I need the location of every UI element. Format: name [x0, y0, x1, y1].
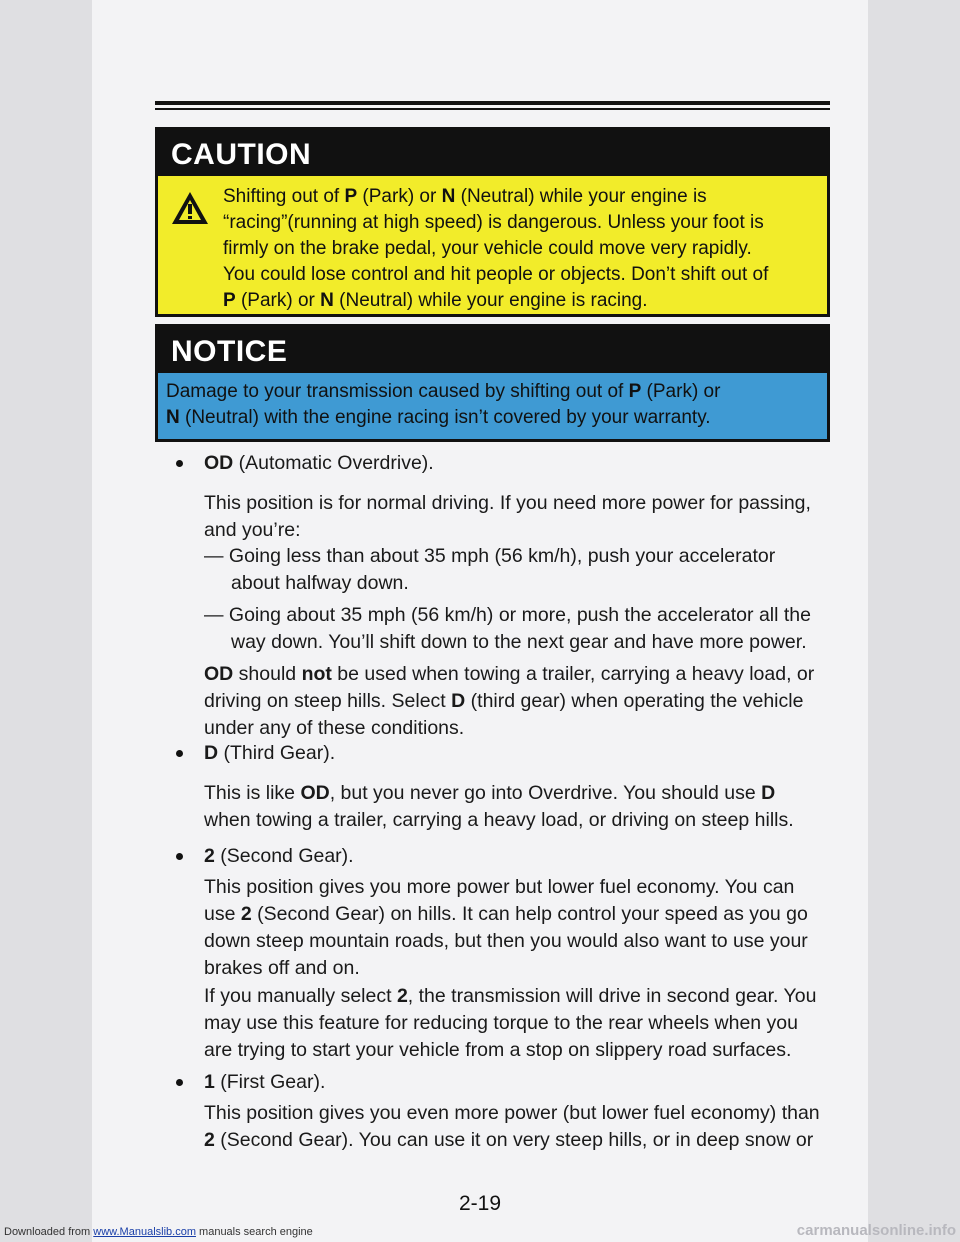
bullet-icon	[176, 460, 183, 467]
warning-triangle-icon	[170, 190, 210, 226]
second-gear-manual-paragraph: If you manually select 2, the transmission will drive in second gear. You may use this feature for reducing torque to the rear wheels when you are trying to start your vehicle from a stop on slippery road surfaces.	[204, 985, 817, 1061]
bullet-icon	[176, 750, 183, 757]
caution-text: Shifting out of P (Park) or N (Neutral) while your engine is “racing”(running at high speed) is dangerous. Unless your foot is firmly on the brake pedal, your vehicle could move very rapidly. You could lose control and hit people or objects. Don’t shift out of P (Park) or N (Neutral) while your engine is racing.	[223, 186, 769, 311]
od-dash-item-2: — Going about 35 mph (56 km/h) or more, push the accelerator all the way down. You’ll shift down to the next gear and have more power.	[204, 604, 811, 653]
notice-box	[155, 324, 830, 442]
download-footer: Downloaded from www.Manualslib.com manuals search engine	[4, 1226, 313, 1238]
od-warning-paragraph: OD should not be used when towing a trailer, carrying a heavy load, or driving on steep hills. Select D (third gear) when operating the vehicle under any of these conditions.	[204, 663, 815, 739]
top-rule-thin	[155, 108, 830, 110]
bullet-icon	[176, 1079, 183, 1086]
second-gear-heading: 2 (Second Gear).	[204, 845, 354, 867]
watermark: carmanualsonline.info	[796, 1222, 956, 1239]
d-heading: D (Third Gear).	[204, 742, 336, 764]
page-number: 2-19	[458, 1192, 502, 1215]
first-gear-paragraph: This position gives you even more power (but lower fuel economy) than 2 (Second Gear). You can use it on very steep hills, or in deep snow or	[204, 1102, 820, 1151]
od-heading: OD (Automatic Overdrive).	[204, 452, 434, 474]
od-dash-item-1: — Going less than about 35 mph (56 km/h), push your accelerator about halfway down.	[204, 545, 776, 594]
manualslib-link[interactable]: www.Manualslib.com	[93, 1226, 196, 1238]
first-gear-heading: 1 (First Gear).	[204, 1071, 326, 1093]
caution-heading: CAUTION	[171, 138, 312, 171]
caution-header	[158, 130, 827, 176]
bullet-icon	[176, 853, 183, 860]
od-paragraph: This position is for normal driving. If you need more power for passing, and you’re:	[204, 492, 811, 541]
caution-box	[155, 127, 830, 317]
notice-header	[158, 327, 827, 373]
top-rule	[155, 101, 830, 105]
notice-text: Damage to your transmission caused by shifting out of P (Park) or N (Neutral) with the engine racing isn’t covered by your warranty.	[166, 381, 721, 428]
d-paragraph: This is like OD, but you never go into Overdrive. You should use D when towing a trailer, carrying a heavy load, or driving on steep hills.	[204, 782, 794, 831]
notice-heading: NOTICE	[171, 335, 288, 368]
second-gear-paragraph: This position gives you more power but lower fuel economy. You can use 2 (Second Gear) on hills. It can help control your speed as you go down steep mountain roads, but then you would also want to use your brakes off and on.	[204, 876, 808, 979]
